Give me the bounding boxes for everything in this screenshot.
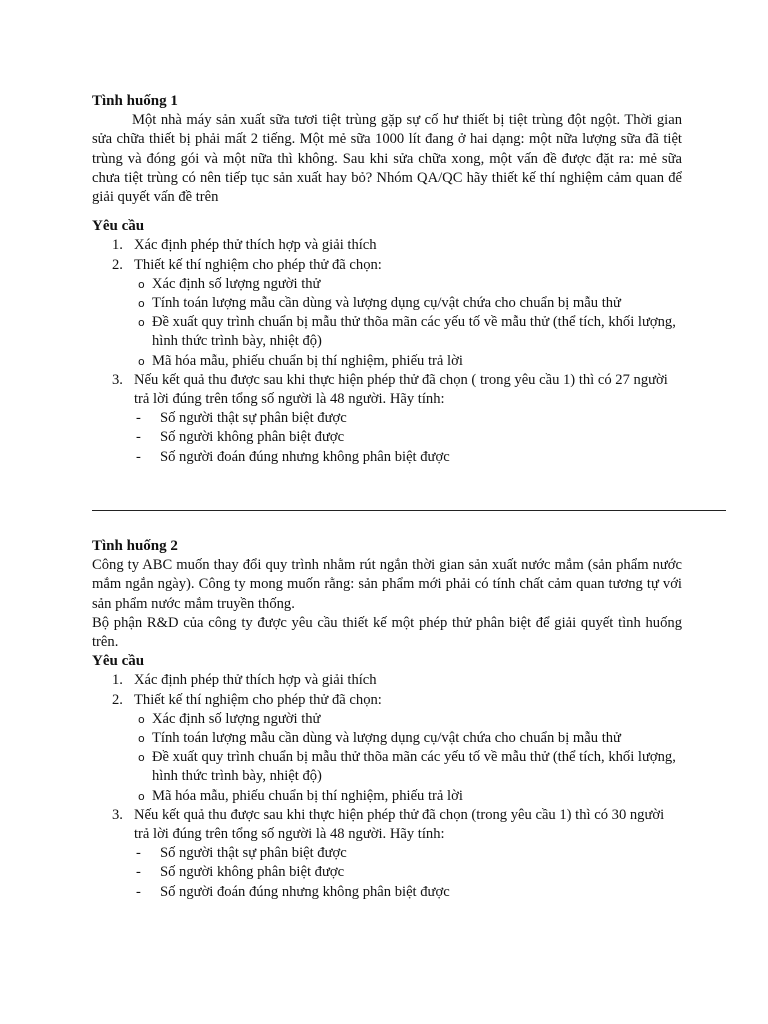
sub-list-item [92,748,682,786]
circle-bullet-icon: o [138,712,145,726]
dash-list-item [92,883,682,902]
sub-list-item [92,313,682,351]
sub-item-text: Tính toán lượng mẫu cần dùng và lượng dụng cụ/vật chứa cho chuẩn bị mẫu thử [152,730,621,747]
item-number: 3. [112,371,123,388]
sub-item-text: Đề xuất quy trình chuẩn bị mẫu thử thõa mãn các yếu tố về mẫu thử (thể tích, khối lượng, hình thức trình bày, nhiệt độ) [152,314,676,350]
circle-bullet-icon: o [138,751,145,765]
list-item [92,671,682,690]
list-item [92,256,682,275]
dash-bullet-icon: - [136,864,141,881]
situation-2-requirements-title: Yêu cầu [92,653,145,670]
item-text: Thiết kế thí nghiệm cho phép thử đã chọn: [134,691,382,708]
dash-item-text: Số người không phân biệt được [160,864,345,881]
situation-2-requirements-list [92,671,682,709]
situation-2-intro-2: Bộ phận R&D của công ty được yêu cầu thiết kế một phép thử phân biệt để giải quyết tình huống trên. [92,614,682,651]
sub-list-item [92,787,682,806]
list-item [92,236,682,255]
situation-2 [92,537,682,902]
dash-bullet-icon: - [136,883,141,900]
dash-bullet-icon: - [136,410,141,427]
sub-item-text: Xác định số lượng người thử [152,710,321,727]
dash-list-item [92,844,682,863]
sub-item-text: Đề xuất quy trình chuẩn bị mẫu thử thõa mãn các yếu tố về mẫu thử (thể tích, khối lượng, hình thức trình bày, nhiệt độ) [152,749,676,785]
list-item [92,691,682,710]
situation-1-requirements-list-cont [92,371,682,409]
dash-list-item [92,863,682,882]
sub-list-item [92,352,682,371]
section-divider [92,510,726,511]
list-item [92,806,682,844]
situation-1-calc-list [92,409,682,467]
dash-list-item [92,428,682,447]
dash-item-text: Số người không phân biệt được [160,429,345,446]
dash-bullet-icon: - [136,845,141,862]
situation-2-title: Tình huống 2 [92,538,178,554]
dash-list-item [92,409,682,428]
situation-1 [92,92,682,467]
dash-item-text: Số người đoán đúng nhưng không phân biệt được [160,448,450,465]
circle-bullet-icon: o [138,354,145,368]
item-text: Thiết kế thí nghiệm cho phép thử đã chọn: [134,256,382,273]
dash-bullet-icon: - [136,448,141,465]
situation-2-calc-list [92,844,682,902]
item-text: Xác định phép thử thích hợp và giải thích [134,237,377,254]
item-number: 1. [112,237,123,254]
dash-item-text: Số người đoán đúng nhưng không phân biệt được [160,883,450,900]
list-item [92,371,682,409]
circle-bullet-icon: o [138,789,145,803]
circle-bullet-icon: o [138,277,145,291]
circle-bullet-icon: o [138,316,145,330]
dash-bullet-icon: - [136,429,141,446]
sub-item-text: Tính toán lượng mẫu cần dùng và lượng dụng cụ/vật chứa cho chuẩn bị mẫu thử [152,295,621,312]
item-text: Nếu kết quả thu được sau khi thực hiện phép thử đã chọn (trong yêu cầu 1) thì có 30 người trả lời đúng trên tổng số người là 48 người. Hãy tính: [134,806,665,843]
dash-item-text: Số người thật sự phân biệt được [160,845,347,862]
item-text: Xác định phép thử thích hợp và giải thích [134,672,377,689]
item-number: 2. [112,691,123,708]
circle-bullet-icon: o [138,297,145,311]
item-text: Nếu kết quả thu được sau khi thực hiện phép thử đã chọn ( trong yêu cầu 1) thì có 27 người trả lời đúng trên tổng số người là 48 người. Hãy tính: [134,371,668,408]
sub-item-text: Mã hóa mẫu, phiếu chuẩn bị thí nghiệm, phiếu trả lời [152,787,463,804]
situation-1-title: Tình huống 1 [92,93,178,109]
sub-item-text: Mã hóa mẫu, phiếu chuẩn bị thí nghiệm, phiếu trả lời [152,352,463,369]
item-number: 3. [112,806,123,823]
sub-list-item [92,729,682,748]
sub-list-item [92,275,682,294]
situation-1-requirements-list [92,236,682,274]
circle-bullet-icon: o [138,732,145,746]
situation-1-intro: Một nhà máy sản xuất sữa tươi tiệt trùng gặp sự cố hư thiết bị tiệt trùng đột ngột. Thời gian sửa chữa thiết bị phải mất 2 tiếng. Một mẻ sữa 1000 lít đang ở hai dạng: một nữa lượng sữa đã tiệt trùng và đóng gói và một nữa thì không. Sau khi sửa chữa xong, một vấn đề được đặt ra: mẻ sữa chưa tiệt trùng có nên tiếp tục sản xuất hay bỏ? Nhóm QA/QC hãy thiết kế thí nghiệm cảm quan để giải quyết vấn đề trên [92,112,682,206]
situation-2-intro-1: Công ty ABC muốn thay đổi quy trình nhằm rút ngắn thời gian sản xuất nước mắm (sản phẩm nước mắm ngắn ngày). Công ty mong muốn rằng: sản phẩm mới phải có tính chất cảm quan tương tự với sản phẩm nước mắm truyền thống. [92,557,682,612]
dash-item-text: Số người thật sự phân biệt được [160,410,347,427]
situation-1-requirements-title: Yêu cầu [92,218,145,235]
sub-list-item [92,710,682,729]
sub-list-item [92,294,682,313]
sub-item-text: Xác định số lượng người thử [152,275,321,292]
situation-2-design-sublist [92,710,682,806]
situation-1-design-sublist [92,275,682,371]
item-number: 2. [112,256,123,273]
dash-list-item [92,448,682,467]
situation-2-requirements-list-cont [92,806,682,844]
item-number: 1. [112,672,123,689]
